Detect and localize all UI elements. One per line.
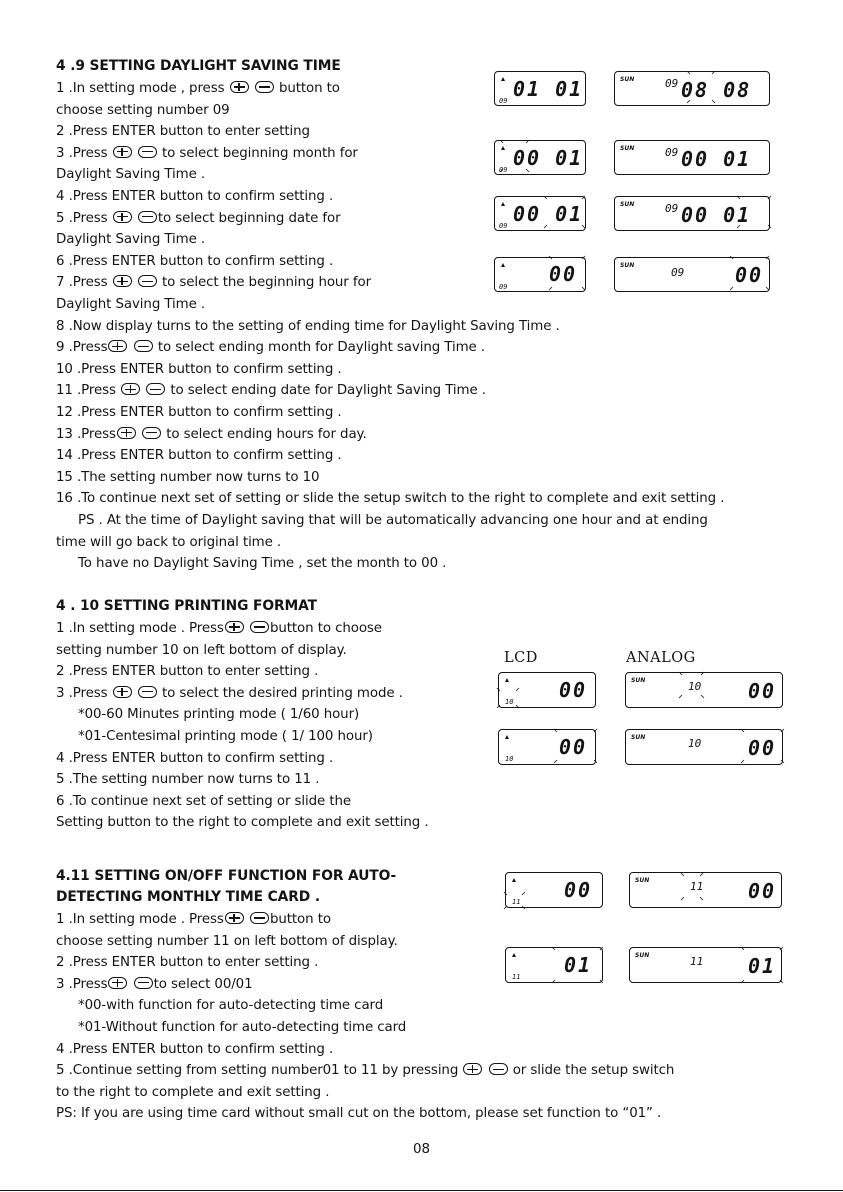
instruction-line (56, 974, 253, 996)
instruction-text: Daylight Saving Time . (56, 232, 206, 248)
setting-number: 09 (665, 146, 679, 159)
indicator-icon (512, 878, 516, 882)
weekday-label: SUN (620, 76, 635, 83)
instruction-line (56, 402, 342, 424)
instruction-text: PS . At the time of Daylight saving that will be automatically advancing one hour and at ending (78, 513, 708, 528)
setting-number: 09 (671, 266, 685, 279)
analog-caption: ANALOG (626, 650, 696, 666)
instruction-line (56, 143, 358, 165)
instruction-line (56, 294, 205, 316)
minus-button-icon (250, 621, 269, 633)
instruction-text: 2 .Press ENTER button to enter setting . (56, 664, 319, 680)
instruction-line (56, 186, 333, 208)
plus-button-icon (113, 275, 132, 287)
instruction-text: 8 .Now display turns to the setting of ending time for Daylight Saving Time . (56, 318, 560, 334)
minus-button-icon (146, 383, 165, 395)
instruction-line (56, 164, 205, 186)
setting-number: 11 (512, 898, 521, 906)
instruction-text: 11 .Press (56, 383, 121, 399)
instruction-line (56, 812, 429, 834)
instruction-line (56, 769, 319, 791)
instruction-line (56, 424, 367, 446)
indicator-icon (512, 953, 516, 957)
setting-number: 10 (505, 698, 514, 706)
instruction-line (56, 272, 371, 294)
instruction-text: Setting button to the right to complete and exit setting . (56, 815, 429, 831)
lcd-digits: 00 (559, 678, 588, 702)
instruction-text: 1 .In setting mode . Press (56, 912, 224, 927)
lcd-digits: 00 (748, 879, 777, 903)
lcd-display (494, 196, 586, 231)
instruction-line (56, 532, 281, 554)
instruction-text: to select beginning date for (157, 210, 341, 226)
plus-button-icon (225, 912, 244, 924)
instruction-text: 14 .Press ENTER button to confirm setting . (56, 448, 342, 464)
instruction-text: 5 .The setting number now turns to 11 . (56, 772, 320, 788)
setting-number: 09 (499, 283, 508, 291)
weekday-label: SUN (620, 262, 635, 269)
setting-number: 10 (505, 755, 514, 763)
lcd-digits: 00 (748, 736, 777, 760)
instruction-text: *00-60 Minutes printing mode ( 1/60 hour) (78, 707, 360, 723)
instruction-line (56, 931, 398, 953)
instruction-line (78, 995, 383, 1017)
instruction-text: 4 .Press ENTER button to confirm setting . (56, 1041, 334, 1057)
instruction-line (56, 229, 205, 251)
instruction-line (56, 121, 310, 143)
analog-display (614, 140, 770, 175)
instruction-line (78, 1017, 406, 1039)
weekday-label: SUN (620, 145, 635, 152)
minus-button-icon (138, 146, 157, 158)
lcd-digits: 00 01 (681, 203, 752, 227)
plus-button-icon (113, 146, 132, 158)
instruction-text: 2 .Press ENTER button to enter setting . (56, 955, 319, 971)
instruction-line (56, 909, 331, 931)
setting-number: 09 (499, 222, 508, 230)
instruction-text: 13 .Press (56, 426, 116, 442)
instruction-line (56, 316, 560, 338)
analog-display (629, 947, 782, 983)
analog-display (625, 672, 783, 708)
instruction-text: *00-with function for auto-detecting time card (78, 998, 384, 1014)
section-heading: 4.11 SETTING ON/OFF FUNCTION FOR AUTO- (56, 868, 397, 884)
lcd-display (505, 947, 603, 983)
instruction-text: 5 .Press (56, 210, 112, 226)
instruction-line (56, 467, 319, 489)
weekday-label: SUN (635, 877, 650, 884)
instruction-text: 9 .Press (56, 340, 108, 356)
plus-button-icon (225, 621, 244, 633)
analog-display (614, 196, 770, 231)
instruction-text: choose setting number 09 (56, 102, 230, 118)
instruction-text: to select ending date for Daylight Saving Time . (166, 383, 486, 399)
instruction-line (56, 251, 333, 273)
instruction-text: 15 .The setting number now turns to 10 (56, 469, 320, 485)
lcd-digits: 00 (735, 263, 764, 287)
section-heading: 4 .9 SETTING DAYLIGHT SAVING TIME (56, 58, 341, 74)
minus-button-icon (250, 912, 269, 924)
lcd-digits: 00 01 (681, 147, 752, 171)
setting-number: 09 (665, 77, 679, 90)
lcd-digits: 00 (748, 679, 777, 703)
lcd-display (494, 71, 586, 106)
indicator-icon (501, 202, 505, 206)
instruction-text: 10 .Press ENTER button to confirm setting . (56, 361, 342, 377)
instruction-line (56, 683, 403, 705)
instruction-text: to select the beginning hour for (157, 275, 371, 291)
instruction-text: 1 .In setting mode . Press (56, 621, 224, 636)
instruction-text: 6 .Press ENTER button to confirm setting . (56, 253, 334, 269)
instruction-line (56, 748, 333, 770)
weekday-label: SUN (635, 952, 650, 959)
instruction-line (56, 1103, 661, 1125)
instruction-line (56, 488, 724, 510)
lcd-digits: 01 (748, 954, 777, 978)
lcd-digits: 00 01 (513, 146, 584, 170)
instruction-text: 7 .Press (56, 275, 112, 291)
instruction-text: to select beginning month for (157, 145, 358, 161)
instruction-text: to select 00/01 (153, 976, 253, 992)
instruction-text: button to choose (269, 621, 382, 636)
setting-number: 09 (499, 166, 508, 174)
plus-button-icon (463, 1063, 482, 1075)
plus-button-icon (108, 977, 127, 989)
instruction-line (56, 208, 341, 230)
lcd-digits: 01 (564, 953, 593, 977)
indicator-icon (505, 735, 509, 739)
instruction-text: or slide the setup switch (508, 1063, 675, 1079)
instruction-line (56, 380, 486, 402)
instruction-line (56, 661, 318, 683)
setting-number: 09 (499, 97, 508, 105)
instruction-text: 3 .Press (56, 976, 108, 992)
setting-number: 10 (688, 680, 702, 693)
indicator-icon (501, 77, 505, 81)
analog-display (614, 71, 770, 106)
indicator-icon (501, 263, 505, 267)
analog-display (625, 729, 783, 765)
lcd-digits: 00 (549, 262, 578, 286)
weekday-label: SUN (631, 734, 646, 741)
instruction-text: button to (269, 912, 331, 927)
indicator-icon (501, 146, 505, 150)
lcd-digits: 00 01 (513, 202, 584, 226)
instruction-text: choose setting number 11 on left bottom of display. (56, 933, 398, 949)
plus-button-icon (113, 686, 132, 698)
plus-button-icon (121, 383, 140, 395)
minus-button-icon (489, 1063, 508, 1075)
instruction-text: 1 .In setting mode , press (56, 81, 229, 96)
instruction-text: 16 .To continue next set of setting or slide the setup switch to the right to complete and exit setting . (56, 491, 725, 507)
instruction-line (56, 1039, 333, 1061)
instruction-text: Daylight Saving Time . (56, 297, 206, 312)
instruction-line (78, 510, 708, 532)
lcd-display (505, 872, 603, 908)
instruction-line (56, 100, 230, 122)
instruction-text: 4 .Press ENTER button to confirm setting . (56, 750, 334, 766)
section-heading: 4 . 10 SETTING PRINTING FORMAT (56, 598, 317, 614)
analog-display (629, 872, 782, 908)
instruction-line (78, 726, 373, 748)
lcd-display (498, 672, 596, 708)
plus-button-icon (230, 81, 249, 93)
instruction-line (56, 791, 351, 813)
setting-number: 11 (690, 880, 704, 893)
minus-button-icon (255, 81, 274, 93)
minus-button-icon (134, 977, 153, 989)
setting-number: 11 (512, 973, 521, 981)
instruction-line (56, 618, 382, 640)
instruction-line (78, 704, 359, 726)
instruction-line (56, 1082, 329, 1104)
setting-number: 11 (690, 955, 704, 968)
indicator-icon (505, 678, 509, 682)
instruction-text: PS: If you are using time card without small cut on the bottom, please set function to “01” . (56, 1106, 662, 1122)
instruction-text: 3 .Press (56, 685, 112, 701)
instruction-text: Daylight Saving Time . (56, 167, 206, 183)
lcd-caption: LCD (504, 650, 538, 666)
instruction-line (56, 1060, 674, 1082)
instruction-line (56, 337, 485, 359)
instruction-line (56, 952, 318, 974)
minus-button-icon (134, 340, 153, 352)
instruction-text: *01-Centesimal printing mode ( 1/ 100 hour) (78, 729, 373, 744)
instruction-text: to select the desired printing mode . (157, 685, 403, 701)
minus-button-icon (138, 275, 157, 287)
section-heading: DETECTING MONTHLY TIME CARD . (56, 889, 320, 905)
instruction-text: To have no Daylight Saving Time , set the month to 00 . (78, 556, 447, 572)
instruction-text: time will go back to original time . (56, 534, 282, 550)
instruction-text: to the right to complete and exit setting . (56, 1084, 330, 1100)
lcd-display (498, 729, 596, 765)
bottom-rule (0, 1190, 843, 1191)
instruction-text: 5 .Continue setting from setting number01 to 11 by pressing (56, 1063, 463, 1079)
instruction-text: button to (274, 81, 340, 96)
instruction-text: *01-Without function for auto-detecting time card (78, 1020, 407, 1035)
instruction-text: 6 .To continue next set of setting or slide the (56, 793, 351, 809)
instruction-text: to select ending month for Daylight saving Time . (153, 340, 485, 356)
lcd-digits: 00 (564, 878, 593, 902)
instruction-line (56, 359, 342, 381)
minus-button-icon (138, 686, 157, 698)
lcd-display (494, 140, 586, 175)
plus-button-icon (117, 427, 136, 439)
minus-button-icon (142, 427, 161, 439)
instruction-line (56, 78, 340, 100)
lcd-digits: 01 01 (513, 77, 584, 101)
lcd-digits: 00 (559, 735, 588, 759)
instruction-line (78, 553, 446, 575)
instruction-text: to select ending hours for day. (162, 426, 367, 442)
setting-number: 09 (665, 202, 679, 215)
analog-display (614, 257, 770, 292)
setting-number: 10 (688, 737, 702, 750)
instruction-line (56, 445, 342, 467)
instruction-text: 12 .Press ENTER button to confirm setting . (56, 405, 342, 420)
minus-button-icon (138, 211, 157, 223)
page-number: 08 (412, 1142, 431, 1157)
plus-button-icon (108, 340, 127, 352)
plus-button-icon (113, 211, 132, 223)
weekday-label: SUN (620, 201, 635, 208)
weekday-label: SUN (631, 677, 646, 684)
instruction-text: setting number 10 on left bottom of display. (56, 642, 347, 658)
instruction-text: 3 .Press (56, 145, 112, 161)
lcd-display (494, 257, 586, 292)
instruction-text: 2 .Press ENTER button to enter setting (56, 124, 310, 140)
instruction-text: 4 .Press ENTER button to confirm setting . (56, 189, 334, 204)
lcd-digits: 08 08 (681, 78, 752, 102)
instruction-line (56, 640, 347, 662)
